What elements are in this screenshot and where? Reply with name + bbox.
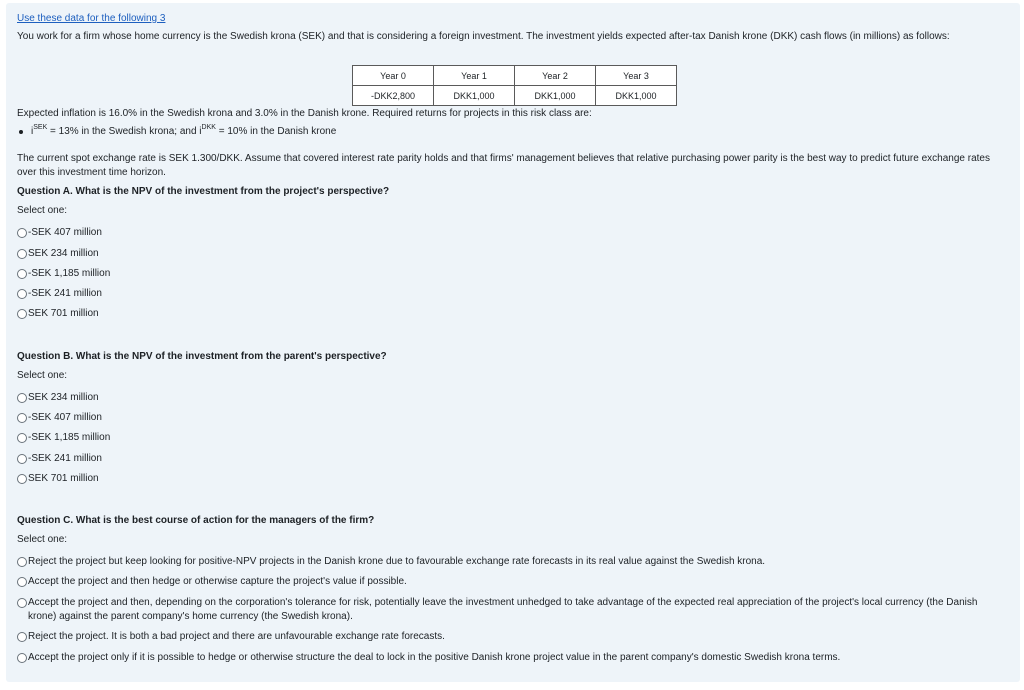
- required-returns-text: [31, 125, 336, 139]
- question-b-select-label: Select one:: [17, 370, 68, 381]
- table-header-year-3: Year 3: [596, 66, 677, 86]
- question-a-title: Question A. What is the NPV of the investment from the project's perspective?: [17, 186, 390, 197]
- question-c-option-1[interactable]: Reject the project but keep looking for positive-NPV projects in the Danish krone due to favourable exchange rate forecasts in its real value against the Swedish krona.: [17, 555, 992, 569]
- question-panel: [6, 3, 1020, 682]
- radio-icon[interactable]: [17, 309, 27, 319]
- question-c-option-5[interactable]: Accept the project only if it is possible to hedge or otherwise structure the deal to lock in the positive Danish krone project value in the parent company's domestic Swedish krona terms.: [17, 651, 992, 665]
- radio-icon[interactable]: [17, 598, 27, 608]
- header-link[interactable]: Use these data for the following 3: [17, 13, 166, 24]
- question-c-title: Question C. What is the best course of action for the managers of the firm?: [17, 515, 375, 526]
- question-a-option-1[interactable]: -SEK 407 million: [17, 226, 102, 240]
- table-cell-year-2: DKK1,000: [515, 86, 596, 106]
- radio-icon[interactable]: [17, 653, 27, 663]
- question-b-option-4[interactable]: -SEK 241 million: [17, 452, 102, 466]
- radio-icon[interactable]: [17, 433, 27, 443]
- radio-icon[interactable]: [17, 557, 27, 567]
- question-a-option-4[interactable]: -SEK 241 million: [17, 287, 102, 301]
- cash-flow-header-row: [353, 66, 677, 86]
- rate-text-end: = 10% in the Danish krone: [215, 126, 337, 137]
- question-c-option-4[interactable]: Reject the project. It is both a bad project and there are unfavourable exchange rate forecasts.: [17, 630, 992, 644]
- spot-rate-text: The current spot exchange rate is SEK 1.300/DKK. Assume that covered interest rate parity holds and that firms' management believes that relative purchasing power parity is the best way to predict future exchange rates over this investment time horizon.: [17, 153, 990, 178]
- table-header-year-0: Year 0: [353, 66, 434, 86]
- table-header-year-1: Year 1: [434, 66, 515, 86]
- rate-text-mid: = 13% in the Swedish krona; and i: [47, 126, 202, 137]
- question-a-option-2[interactable]: SEK 234 million: [17, 247, 99, 261]
- question-a-option-5[interactable]: SEK 701 million: [17, 307, 99, 321]
- question-a-select-label: Select one:: [17, 205, 68, 216]
- bullet-icon: [19, 130, 23, 134]
- required-returns-bullet: [17, 125, 336, 139]
- cash-flow-value-row: [353, 86, 677, 106]
- rate-sup-dkk: DKK: [201, 123, 216, 131]
- table-cell-year-3: DKK1,000: [596, 86, 677, 106]
- inflation-text: Expected inflation is 16.0% in the Swedish krona and 3.0% in the Danish krone. Required returns for projects in this risk class are:: [17, 108, 592, 119]
- radio-icon[interactable]: [17, 289, 27, 299]
- table-cell-year-1: DKK1,000: [434, 86, 515, 106]
- radio-icon[interactable]: [17, 269, 27, 279]
- question-c-option-2[interactable]: Accept the project and then hedge or otherwise capture the project's value if possible.: [17, 575, 992, 589]
- rate-symbol-sek: i: [31, 126, 34, 137]
- intro-text: You work for a firm whose home currency is the Swedish krona (SEK) and that is considering a foreign investment. The investment yields expected after-tax Danish krone (DKK) cash flows (in millions) as follows:: [17, 31, 950, 42]
- rate-sup-sek: SEK: [33, 123, 48, 131]
- radio-icon[interactable]: [17, 632, 27, 642]
- table-cell-year-0: -DKK2,800: [353, 86, 434, 106]
- question-b-option-3[interactable]: -SEK 1,185 million: [17, 431, 110, 445]
- radio-icon[interactable]: [17, 249, 27, 259]
- cash-flow-table: [352, 65, 677, 106]
- question-b-option-1[interactable]: SEK 234 million: [17, 391, 99, 405]
- question-c-select-label: Select one:: [17, 534, 68, 545]
- radio-icon[interactable]: [17, 577, 27, 587]
- radio-icon[interactable]: [17, 393, 27, 403]
- question-b-title: Question B. What is the NPV of the investment from the parent's perspective?: [17, 351, 387, 362]
- question-b-option-2[interactable]: -SEK 407 million: [17, 411, 102, 425]
- table-header-year-2: Year 2: [515, 66, 596, 86]
- question-b-option-5[interactable]: SEK 701 million: [17, 472, 99, 486]
- question-a-option-3[interactable]: -SEK 1,185 million: [17, 267, 110, 281]
- radio-icon[interactable]: [17, 413, 27, 423]
- question-c-option-3[interactable]: Accept the project and then, depending on the corporation's tolerance for risk, potentially leave the investment unhedged to take advantage of the expected real appreciation of the project's local currency (the Danish krone) against the parent company's home currency (the Swedish krona).: [17, 596, 992, 624]
- radio-icon[interactable]: [17, 454, 27, 464]
- radio-icon[interactable]: [17, 228, 27, 238]
- radio-icon[interactable]: [17, 474, 27, 484]
